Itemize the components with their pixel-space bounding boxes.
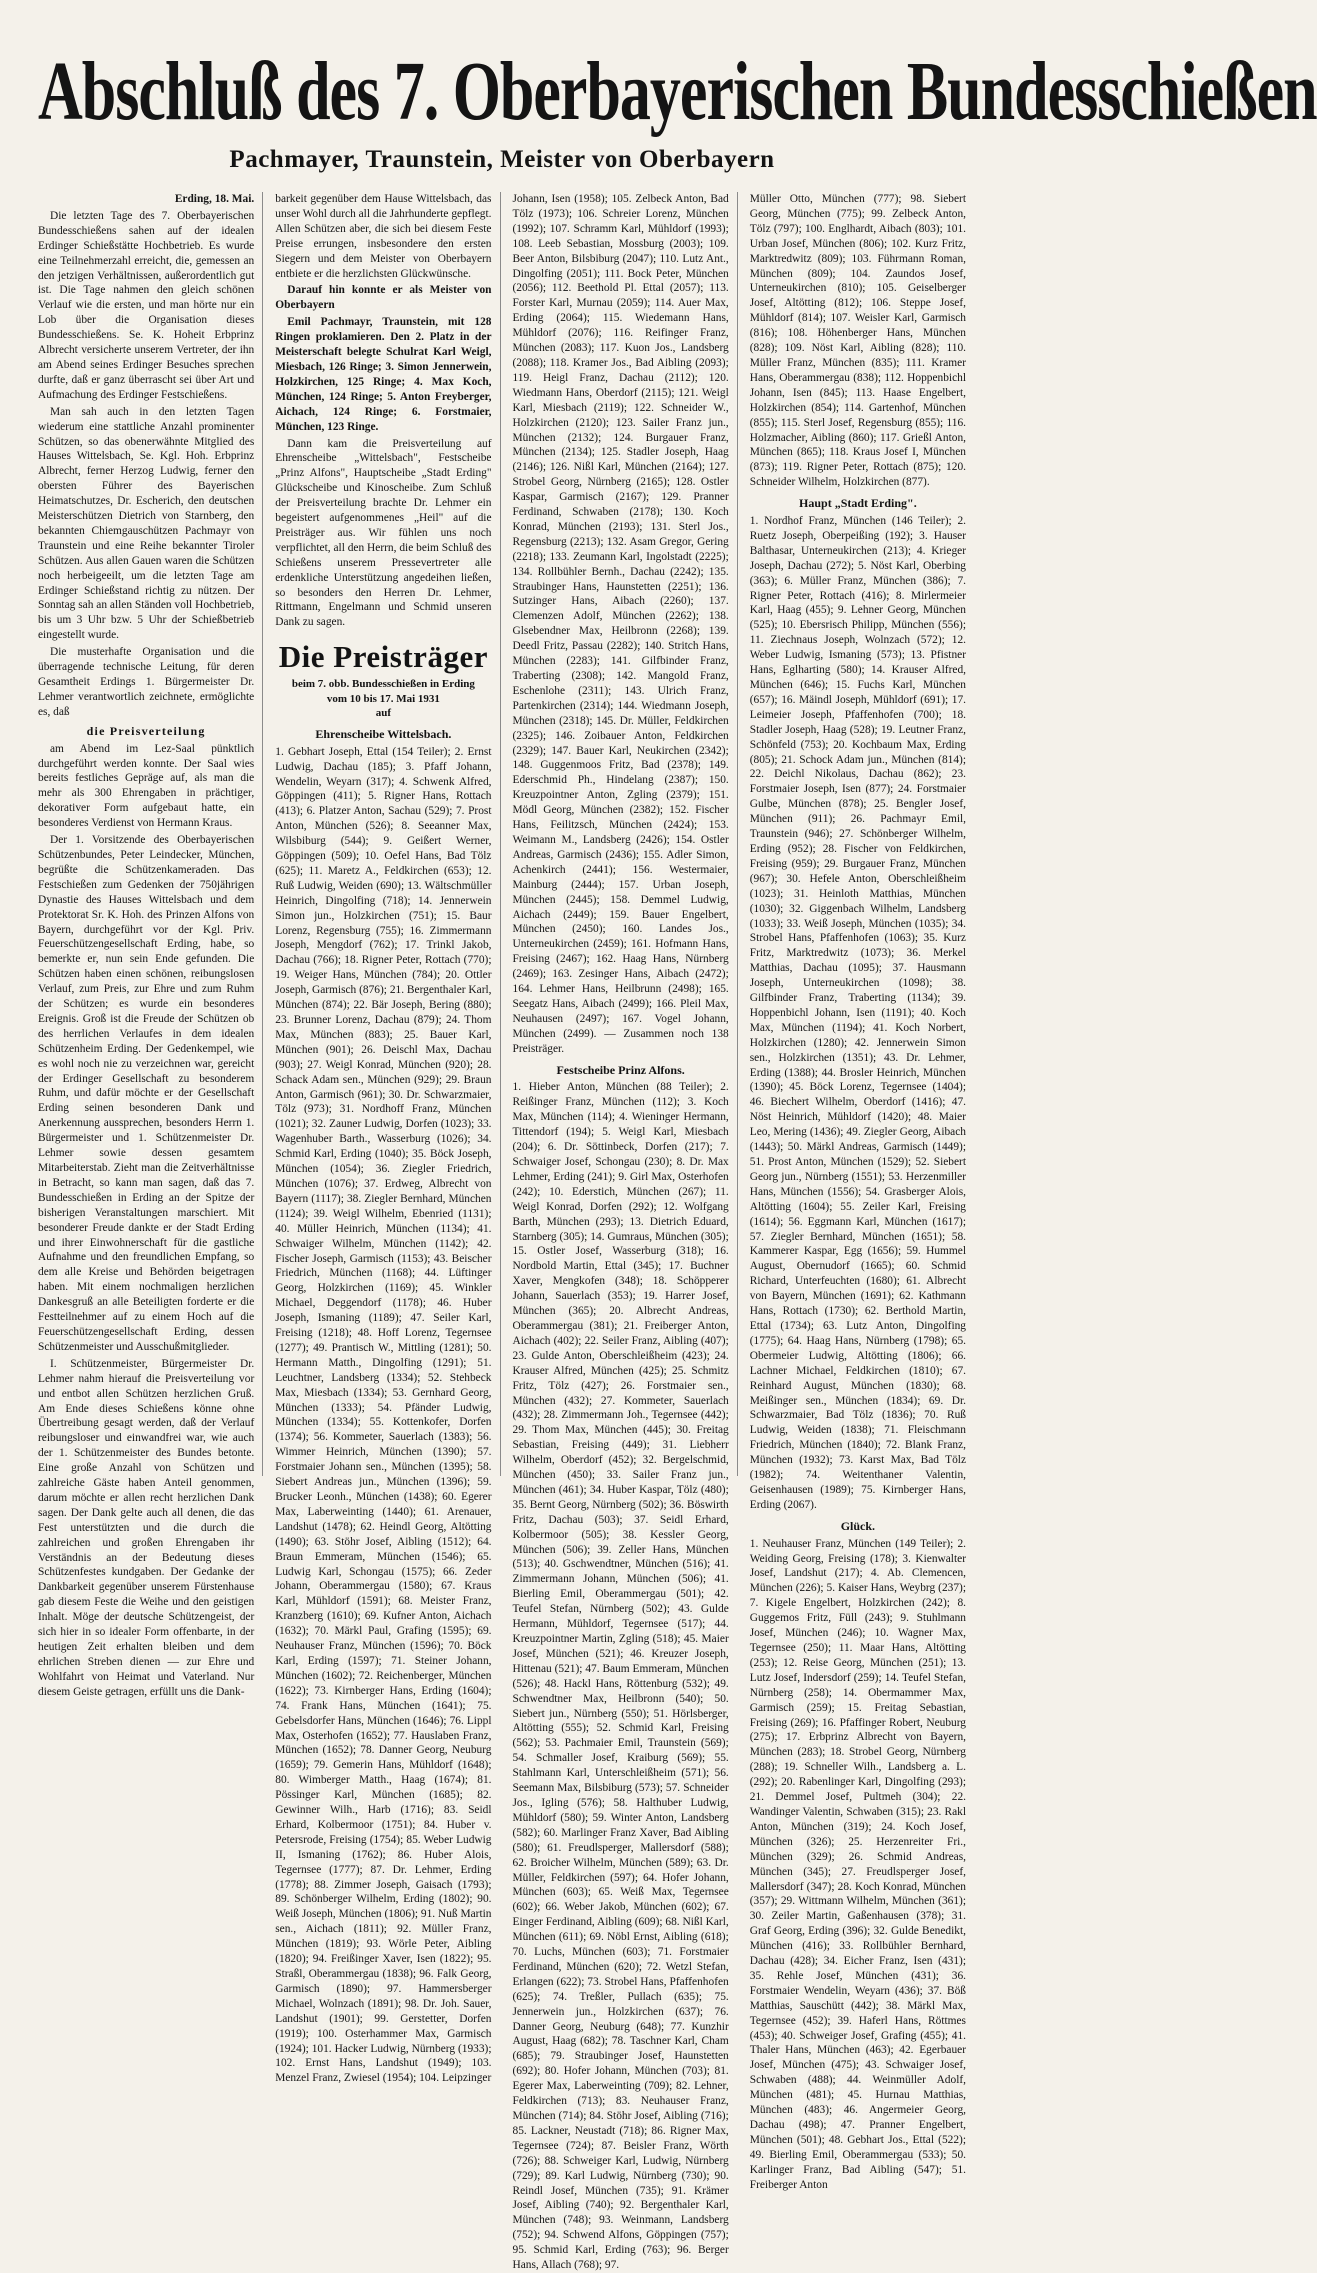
prize-list: 1. Hieber Anton, München (88 Teiler); 2. Reißinger Franz, München (112); 3. Koch Max, München (114); 4. Wieninger Hermann, Tittendorf (194); 5. Weigl Karl, Miesbach (204); 6. Dr. Söttinbeck, Dorfen (217); 7. Schwaiger Josef, Schongau (230); 8. Dr. Max Lehmer, Erding (241); 9. Girl Max, Osterhofen (242); 10. Ederstich, München (267); 11. Weigl Konrad, Dorfen (292); 12. Wolfgang Barth, München (293); 13. Dietrich Eduard, Starnberg (305); 14. Gumraus, München (305); 15. Ostler Josef, Wasserburg (318); 16. Nordbold Martin, Ettal (345); 17. Buchner Xaver, Mengkofen (348); 18. Schöpperer Johann, Sauerlach (353); 19. Harrer Josef, München (365); 20. Albrecht Andreas, Oberammergau (381); 21. Freiberger Anton, Aichach (402); 22. Seiler Franz, Aibling (407); 23. Gulde Anton, Oberschleißheim (423); 24. Krauser Alfred, München (425); 25. Schmitz Fritz, Tölz (427); 26. Forstmaier sen., München (432); 27. Kommeter, Sauerlach (432); 28. Zimmermann Joh., Tegernsee (442); 29. Thom Max, München (445); 30. Freitag Sebastian, Freising (449); 31. Liebherr Wilhelm, Oberdorf (452); 32. Bergelschmid, München (450); 33. Sailer Franz jun., München (461); 34. Huber Kaspar, Tölz (480); 35. Bernt Georg, Nürnberg (502); 36. Böswirth Fritz, Dachau (503); 37. Seidl Erhard, Kolbermoor (505); 38. Kessler Georg, München (506); 39. Zeller Hans, München (513); 40. Gschwendtner, München (516); 41. Zimmermann Johann, München (506); 41. Bierling Emil, Oberammergau (501); 42. Teufel Stefan, Nürnberg (502); 43. Gulde Hermann, Mühldorf, Tegernsee (517); 44. Kreuzpointner Martin, Zgling (518); 45. Maier Josef, München (521); 46. Kreuzer Joseph, Hittenau (521); 47. Baum Emmeram, München (526); 48. Hackl Hans, Röttenburg (532); 49. Schwendtner Max, Heilbronn (540); 50. Siebert jun., Nürnberg (550); 51. Hörlsberger, Altötting (555); 52. Schmid Karl, Freising (562); 53. Pachmaier Emil, Traunstein (569); 54. Schmaller Josef, Kraiburg (569); 55. Stahlmann Karl, Unterschleißheim (571); 56. Seemann Max, Bilsbiburg (573); 57. Schneider Jos., Igling (576); 58. Halthuber Ludwig, Mühldorf (580); 59. Winter Anton, Landsberg (582); 60. Marlinger Franz Xaver, Bad Aibling (580); 61. Freudlsperger, Mallersdorf (588); 62. Broicher Wilhelm, München (589); 63. Dr. Müller, Feldkirchen (597); 64. Hofer Johann, München (603); 65. Weiß Max, Tegernsee (602); 66. Weber Jakob, München (602); 67. Einger Ferdinand, Aibling (609); 68. Nißl Karl, München (611); 69. Nöbl Ernst, Aibling (618); 70. Luchs, München (603); 71. Forstmaier Ferdinand, München (620); 72. Wetzl Stefan, Erlangen (622); 73. Strobel Hans, Pfaffenhofen (625); 74. Treßler, Pullach (635); 75. Jennerwein jun., Holzkirchen (637); 76. Danner Georg, Neuburg (648); 77. Kunzhir August, Haag (682); 78. Taschner Karl, Cham (685); 79. Straubinger Josef, Haunstetten (692); 80. Hofer Johann, München (703); 81. Egerer Max, Laberweinting (709); 82. Lehner, Feldkirchen (713); 83. Neuhauser Franz, München (714); 84. Stöhr Josef, Aibling (716); 85. Lackner, Neustadt (718); 86. Rigner Max, Tegernsee (724); 87. Beisler Franz, Wörth (726); 88. Schweiger Karl, Ludwig, Nürnberg (729); 89. Karl Ludwig, Nürnberg (730); 90. Reindl Josef, München (735); 91. Krämer Josef, Aibling (740); 92. Bergenthaler Karl, München (748); 93. Weinmann, Landsberg (752); 94. Schwend Alfons, Göppingen (757); 95. Schmid Karl, Erding (763); 96. Berger Hans, Allach (768); 97.: [512, 1081, 729, 2272]
article-paragraph: Dann kam die Preisverteilung auf Ehrenscheibe „Wittelsbach", Festscheibe „Prinz Alfons", Hauptscheibe „Stadt Erding" Glückscheibe und Kinoscheibe. Zum Schluß der Preisverteilung brachte Dr. Lehmer ein begeistert aufgenommenes „Heil" auf die Preisträger aus. Wir fühlen uns noch verpflichtet, all den Herrn, die beim Schluß des Schießens unserem Pressevertreter alle erdenkliche Unterstützung angedeihen ließen, so besonders den Herren Dr. Lehmer, Rittmann, Engelmann und Schmid unseren Dank zu sagen.: [275, 437, 492, 629]
article-paragraph: barkeit gegenüber dem Hause Wittelsbach, das unser Wohl durch all die Jahrhunderte gepflegt. Allen Schützen aber, die sich bei diesem Feste Preise errungen, insbesondere den ersten Siegern und dem Meister von Oberbayern entbiete er die herzlichsten Glückwünsche.: [275, 193, 492, 280]
article-paragraph: Die musterhafte Organisation und die überragende technische Leitung, für deren Gesamtheit Erdings 1. Bürgermeister Dr. Lehmer verantwortlich zeichnete, ermöglichte es, daß: [38, 646, 255, 718]
group-heading-glueck: Glück.: [840, 1518, 876, 1533]
column-3: [512, 192, 738, 2272]
article-paragraph: Die letzten Tage des 7. Oberbayerischen Bundesschießens sahen auf der idealen Erdinger Schießstätte Hochbetrieb. Es wurde eine Teilnehmerzahl erreicht, die, gemessen an den jetzigen Verhältnissen, außerordentlich gut ist. Die Tage nahmen den gleich schönen Verlauf wie die ersten, und man hörte nur ein Lob über die Organisation dieses Bundesschießens. Se. K. Hoheit Erbprinz Albrecht versicherte unserem Vertreter, der ihn am Abend seines Erdinger Besuches sprechen durfte, daß er ganz überrascht sei über Art und Aufmachung des Erdinger Festschießens.: [38, 209, 255, 401]
article-paragraph: I. Schützenmeister, Bürgermeister Dr. Lehmer nahm hierauf die Preisverteilung vor und entbot allen Schützen herzlichen Gruß. Am Ende dieses Schießens könne ohne Übertreibung gesagt werden, daß der Verlauf reibungsloser und einwandfrei war, wie auch der 1. Schützenmeister des Bundes betonte. Eine große Anzahl von Schützen und zahlreiche Gäste haben Anteil genommen, darum möchte er allen recht herzlichen Dank sagen. Der Dank gelte auch all denen, die das Fest unterstützten und die durch die zahlreichen und großen Ehrengaben ihr Verständnis an der Bedeutung dieses Schützenfestes kundgaben. Der Gedanke der Dankbarkeit gegenüber unserem Fürstenhause gab diesem Feste die Weihe und den geistigen Inhalt. Möge der deutsche Schützengeist, der sich hier in so idealer Form offenbarte, in der heutigen Zeit erhalten bleiben und dem ehrlichen Streben dienen — zur Ehre und Wohlfahrt von Heimat und Vaterland. Nur diesem Geiste getragen, erfüllt uns die Dank-: [38, 1357, 255, 1698]
prize-list: Johann, Isen (1958); 105. Zelbeck Anton, Bad Tölz (1973); 106. Schreier Lorenz, München (1992); 107. Schramm Karl, Mühldorf (1993); 108. Leeb Sebastian, Mossburg (2003); 109. Beer Anton, Bilsbiburg (2047); 110. Lutz Ant., Dingolfing (2051); 111. Bock Peter, München (2056); 112. Beethold Pl. Ettal (2057); 113. Forster Karl, Murnau (2059); 114. Auer Max, Erding (2064); 115. Wiedemann Hans, Mühldorf (2076); 116. Reifinger Franz, München (2083); 117. Kuon Jos., Landsberg (2088); 118. Kramer Jos., Bad Aibling (2093); 119. Heigl Franz, Dachau (2112); 120. Wiedmann Hans, Oberdorf (2115); 121. Weigl Karl, Miesbach (2119); 122. Schneider W., Holzkirchen (2120); 123. Sailer Franz jun., München (2132); 124. Burgauer Franz, München (2134); 125. Stadler Joseph, Haag (2146); 126. Nißl Karl, München (2164); 127. Strobel Georg, Nürnberg (2165); 128. Ostler Kaspar, Garmisch (2167); 129. Pranner Ferdinand, Schwaben (2178); 130. Koch Konrad, München (2193); 131. Sterl Jos., Regensburg (2213); 132. Asam Gregor, Gering (2218); 133. Zeumann Karl, Ingolstadt (2225); 134. Rollbühler Bernh., Dachau (2242); 135. Straubinger Hans, Haunstetten (2251); 136. Sutzinger Hans, Aibach (2260); 137. Clemenzen Adolf, München (2262); 138. Glsebendner Max, Heilbronn (2268); 139. Deedl Fritz, Passau (2282); 140. Stritch Hans, München (2283); 141. Gilfbinder Franz, Traberting (2308); 142. Mangold Franz, Eschenlohe (2311); 143. Ulrich Franz, Partenkirchen (2314); 144. Wiedmann Joseph, München (2318); 145. Dr. Müller, Feldkirchen (2325); 146. Zoibauer Anton, Feldkirchen (2329); 147. Bauer Karl, Neukirchen (2342); 148. Guggenmoos Fritz, Bad (2378); 149. Ederschmid Ph., Hindelang (2387); 150. Kreuzpointner Anton, Zgling (2379); 151. Mödl Georg, München (2382); 152. Fischer Hans, Feilitzsch, München (2424); 153. Weimann M., Landsberg (2426); 154. Ostler Andreas, Garmisch (2436); 155. Adler Simon, Achenkirch (2441); 156. Westermaier, Mainburg (2444); 157. Urban Joseph, München (2445); 158. Demmel Ludwig, Aichach (2449); 159. Bauer Engelbert, München (2450); 160. Landes Jos., Unterneukirchen (2459); 161. Hofmann Hans, Freising (2467); 162. Haag Hans, Nürnberg (2469); 163. Zesinger Hans, Aibach (2472); 164. Lehmer Hans, Heilbrunn (2498); 165. Seegatz Hans, Aibach (2499); 166. Pleil Max, Neuhausen (2497); 167. Vogel Johann, München (2499). — Zusammen noch 138 Preisträger.: [512, 193, 729, 1055]
headline: Abschluß des 7. Oberbayerischen Bundesschießen: [38, 46, 1317, 139]
article-paragraph: am Abend im Lez-Saal pünktlich durchgeführt werden konnte. Der Saal wies bereits festliches Gepräge auf, als man die mehr als 300 Ehrengaben in prächtiger, dekorativer Form aufgebaut hatte, ein besonderes Verdienst von Hermann Kraus.: [38, 742, 255, 830]
section-subtitle: auf: [375, 707, 392, 720]
section-title-preistraeger: Die Preisträger: [278, 639, 488, 675]
dateline: Erding, 18. Mai.: [174, 193, 255, 205]
group-heading-festscheibe: Festscheibe Prinz Alfons.: [556, 1062, 685, 1077]
prize-list: Müller Otto, München (777); 98. Siebert Georg, München (775); 99. Zelbeck Anton, Tölz (797); 100. Englhardt, Aibach (803); 101. Urban Josef, München (806); 102. Kurz Fritz, Marktredwitz (809); 103. Führmann Roman, München (809); 104. Zaundos Josef, Unterneukirchen (810); 105. Geiselberger Josef, Altötting (812); 106. Steppe Josef, Mühldorf (814); 107. Weisler Karl, Garmisch (816); 108. Höhenberger Hans, München (828); 109. Nöst Karl, Aibling (828); 110. Müller Franz, München (835); 111. Kramer Hans, Oberammergau (838); 112. Hoppenbichl Johann, Isen (845); 113. Haase Engelbert, Holzkirchen (854); 114. Gartenhof, München (855); 115. Sterl Josef, Regensburg (855); 116. Holzmacher, Aibling (860); 117. Grießl Anton, München (865); 118. Kraus Josef I, München (873); 119. Rigner Peter, Rottach (875); 120. Schneider Wilhelm, Holzkirchen (877).: [749, 193, 966, 489]
prize-list: 1. Gebhart Joseph, Ettal (154 Teiler); 2. Ernst Ludwig, Dachau (185); 3. Pfaff Johann, Wendelin, Weyarn (317); 4. Schwenk Alfred, Göppingen (411); 5. Rigner Hans, Rottach (413); 6. Platzer Anton, Sachau (529); 7. Prost Anton, München (526); 8. Seeanner Max, Wilsbiburg (544); 9. Geißert Werner, Göppingen (509); 10. Oefel Hans, Bad Tölz (625); 11. Maretz A., Feldkirchen (653); 12. Ruß Ludwig, Weiden (690); 13. Wältschmüller Heinrich, Dingolfing (718); 14. Jennerwein Simon jun., Holzkirchen (751); 15. Baur Lorenz, Regensburg (755); 16. Zimmermann Joseph, Mengdorf (762); 17. Trinkl Jakob, Dachau (766); 18. Rigner Peter, Rottach (770); 19. Weiger Hans, München (784); 20. Ottler Joseph, Garmisch (876); 21. Bergenthaler Karl, München (874); 22. Bär Joseph, Bering (880); 23. Brunner Lorenz, Dachau (879); 24. Thom Max, München (883); 25. Bauer Karl, München (901); 26. Deischl Max, Dachau (903); 27. Weigl Konrad, München (920); 28. Schack Adam sen., München (929); 29. Braun Anton, Garmisch (961); 30. Dr. Schwarzmaier, Tölz (973); 31. Nordhoff Franz, München (1021); 32. Zauner Ludwig, Dorfen (1023); 33. Wagenhuber Barth., Wasserburg (1026); 34. Schmid Karl, Erding (1040); 35. Böck Joseph, München (1054); 36. Ziegler Friedrich, München (1076); 37. Erdweg, Albrecht von Bayern (1117); 38. Ziegler Bernhard, München (1124); 39. Weigl Wilhelm, Ebenried (1131); 40. Müller Heinrich, München (1134); 41. Schwaiger Wilhelm, München (1142); 42. Fischer Joseph, Garmisch (1153); 43. Beischer Friedrich, München (1168); 44. Lüftinger Georg, Holzkirchen (1169); 45. Winkler Michael, Deggendorf (1178); 46. Huber Joseph, Ismaning (1189); 47. Seiler Karl, Freising (1218); 48. Hoff Lorenz, Tegernsee (1277); 49. Prantisch W., Mittling (1281); 50. Hermann Matth., Dingolfing (1291); 51. Leuchtner, Landsberg (1334); 52. Stehbeck Max, Miesbach (1334); 53. Gernhard Georg, München (1333); 54. Pfänder Ludwig, München (1334); 55. Kottenkofer, Dorfen (1374); 56. Kommeter, Sauerlach (1383); 56. Wimmer Heinrich, München (1390); 57. Forstmaier Johann sen., München (1395); 58. Siebert Andreas jun., München (1396); 59. Brucker Leonh., München (1438); 60. Egerer Max, Laberweinting (1440); 61. Arenauer, Landshut (1478); 62. Heindl Georg, Altötting (1490); 63. Stöhr Josef, Aibling (1512); 64. Braun Emmeram, München (1546); 65. Ludwig Karl, Schongau (1575); 66. Zeder Johann, Oberammergau (1580); 67. Kraus Karl, Mühldorf (1591); 68. Meister Franz, Kranzberg (1610); 69. Kufner Anton, Aichach (1632); 70. Märkl Paul, Grafing (1595); 69. Neuhauser Franz, München (1596); 70. Böck Karl, Erding (1597); 71. Steiner Johann, München (1602); 72. Reichenberger, München (1622); 73. Kirnberger Hans, Erding (1604); 74. Frank Hans, München (1641); 75. Gebelsdorfer Hans, München (1646); 76. Lippl Max, Osterhofen (1652); 77. Hauslaben Franz, München (1652); 78. Danner Georg, Neuburg (1659); 79. Gemerin Hans, Mühldorf (1648); 80. Wimberger Matth., Haag (1674); 81. Pössinger Karl, München (1685); 82. Gewinner Wilh., Harb (1716); 83. Seidl Erhard, Kolbermoor (1751); 84. Huber v. Petersrode, Freising (1754); 85. Weber Ludwig II, Ismaning (1762); 86. Huber Alois, Tegernsee (1777); 87. Dr. Lehmer, Erding (1778); 88. Zimmer Joseph, Gaisach (1793); 89. Schönberger Wilhelm, Erding (1802); 90. Weiß Joseph, München (1806); 91. Nuß Martin sen., Aichach (1811); 92. Müller Franz, München (1819); 93. Wörle Peter, Aibling (1820); 94. Freißinger Xaver, Isen (1822); 95. Straßl, Oberammergau (1838); 96. Falk Georg, Garmisch (1890); 97. Hammersberger Michael, Wolnzach (1891); 98. Dr. Joh. Sauer, Landshut (1901); 99. Gerstetter, Dorfen (1919); 100. Osterhammer Max, Garmisch (1924); 101. Hacker Ludwig, Nürnberg (1933); 102. Ernst Hans, Landshut (1949); 103. Menzel Franz, Zwiesel (1954); 104. Leipzinger: [275, 745, 492, 2085]
section-subtitle: beim 7. obb. Bundesschießen in Erding: [291, 678, 475, 691]
article-paragraph: Der 1. Vorsitzende des Oberbayerischen Schützenbundes, Peter Leindecker, München, begrüßte die Schützenkameraden. Das Festschießen zum Gedenken der 750jährigen Dynastie des Hauses Wittelsbach und dem Protektorat Sr. K. Hoh. des Prinzen Alfons von Bayern, durchgeführt vor der Kgl. Priv. Feuerschützengesellschaft Erding, habe, so bemerkte er, nun sein Ende gefunden. Die Schützen haben einen schönen, reibungslosen Verlauf, zum Preis, zur Ehre und zum Ruhm der Schützen; es wurde ein besonderes Ereignis. Groß ist die Freude der Schützen ob des herrlichen Verlaufes in dem idealen Schützenheim Erding. Der Gedenkempel, wie es wohl noch nie zu verzeichnen war, gereicht der Erdinger Gesellschaft zu besonderem Ruhm, und dafür möchte er der Gesellschaft Erding seinen besonderen Dank und Anerkennung aussprechen, besonders Herrn 1. Bürgermeister und 1. Schützenmeister Dr. Lehmer sowie dessen gesamtem Mitarbeiterstab. Zieht man die Zeitverhältnisse in Betracht, so kann man sagen, daß das 7. Bundesschießen in Erding an der Spitze der bisherigen Veranstaltungen marschiert. Mit besonderer Freude dankte er der Stadt Erding und ihrer Einwohnerschaft für die gastliche Aufnahme und den freundlichen Empfang, so dem alle Kreise und Behörden beigetragen haben. Mit einem nochmaligen herzlichen Dankesgruß an alle Beteiligten forderte er die Festteilnehmer auf zu einem Hoch auf die Feuerschützengesellschaft Erding, dessen Schützenmeister und Ausschußmitglieder.: [38, 834, 255, 1353]
column-4: [749, 192, 966, 2191]
prize-list: 1. Neuhauser Franz, München (149 Teiler); 2. Weiding Georg, Freising (178); 3. Kienwalter Josef, Landshut (217); 4. Ab. Clemencen, München (226); 5. Kaiser Hans, Weybrg (237); 7. Kigele Engelbert, Holzkirchen (242); 8. Guggemos Fritz, Füll (243); 9. Stuhlmann Josef, München (246); 10. Wagner Max, Tegernsee (250); 11. Maar Hans, Altötting (253); 12. Reise Georg, München (251); 13. Lutz Josef, Indersdorf (259); 14. Teufel Stefan, Nürnberg (258); 14. Obermammer Max, Garmisch (259); 15. Freitag Sebastian, Freising (269); 16. Pfaffinger Robert, Neuburg (275); 17. Erbprinz Albrecht von Bayern, München (283); 18. Strobel Georg, Nürnberg (288); 19. Schneller Wilh., Landsberg a. L. (292); 20. Rabenlinger Karl, Dingolfing (293); 21. Demmel Josef, Pultmeh (304); 22. Wandinger Valentin, Schwaben (315); 23. Rakl Anton, München (319); 24. Koch Josef, München (326); 25. Herzenreiter Fri., München (329); 26. Schmid Andreas, München (345); 27. Freudlsperger Josef, Mallersdorf (347); 28. Koch Konrad, München (357); 29. Wittmann Wilhelm, München (361); 30. Zeiler Martin, Gaßenhausen (378); 31. Graf Georg, Erding (396); 32. Gulde Benedikt, München (416); 33. Rollbühler Bernhard, Dachau (428); 34. Eicher Franz, Isen (431); 35. Rehle Josef, München (431); 36. Forstmaier Wendelin, Weyarn (436); 37. Böß Matthias, Sauschütt (442); 38. Märkl Max, Tegernsee (452); 39. Haferl Hans, Röttmes (453); 40. Schweiger Josef, Grafing (455); 41. Thaler Hans, München (463); 42. Egerbauer Josef, München (475); 43. Schwaiger Josef, Schwaben (488); 44. Weinmüller Adolf, München (481); 45. Hurnau Matthias, München (483); 46. Angermeier Georg, Dachau (498); 47. Pranner Engelbert, München (501); 48. Gebhart Jos., Ettal (522); 49. Bierling Emil, Oberammergau (533); 50. Karlinger Franz, Bad Aibling (547); 51. Freiberger Anton: [749, 1537, 966, 2191]
group-heading-ehrenscheibe: Ehrenscheibe Wittelsbach.: [315, 726, 452, 741]
subheadline: Pachmayer, Traunstein, Meister von Oberbayern: [229, 146, 775, 173]
group-heading-hauptscheibe: Haupt „Stadt Erding".: [799, 496, 917, 511]
section-heading-preisverteilung: die Preisverteilung: [86, 723, 206, 738]
column-1: [38, 192, 263, 1698]
prize-list: 1. Nordhof Franz, München (146 Teiler); 2. Ruetz Joseph, Oberpeißing (192); 3. Hauser Balthasar, Unterneukirchen (213); 4. Krieger Joseph, Dachau (272); 5. Nöst Karl, Oberbing (363); 6. Müller Franz, München (386); 7. Rigner Peter, Rottach (416); 8. Mirlermeier Karl, Haag (455); 9. Lehner Georg, München (525); 10. Ebersrisch Philipp, München (556); 11. Ziechnaus Joseph, Wolnzach (572); 12. Weber Ludwig, Ismaning (573); 13. Pfistner Hans, Eglharting (580); 14. Krauser Alfred, München (646); 15. Fuchs Karl, München (657); 16. Mäindl Joseph, Mühldorf (691); 17. Leimeier Joseph, Pfaffenhofen (700); 18. Stadler Joseph, Haag (528); 19. Leutner Franz, Schönfeld (753); 20. Kochbaum Max, Erding (805); 21. Schock Adam jun., München (814); 22. Deichl Nikolaus, Dachau (862); 23. Forstmaier Joseph, Isen (877); 24. Forstmaier Gulbe, München (878); 25. Bengler Josef, München (911); 26. Pachmayr Emil, Traunstein (946); 27. Schönberger Wilhelm, Erding (952); 28. Fischer von Feldkirchen, Freising (959); 29. Burgauer Franz, München (967); 30. Hefele Anton, Oberschleißheim (1023); 31. Heinloth Matthias, München (1030); 32. Giggenbach Wilhelm, Landsberg (1033); 33. Weiß Joseph, München (1035); 34. Strobel Hans, Pfaffenhofen (1063); 35. Kurz Fritz, Marktredwitz (1073); 36. Merkel Matthias, Dachau (1095); 37. Hausmann Joseph, Unterneukirchen (1098); 38. Gilfbinder Franz, Traberting (1134); 39. Hoppenbichl Johann, Isen (1191); 40. Koch Max, München (1194); 41. Koch Norbert, Holzkirchen (1280); 42. Jennerwein Simon sen., Holzkirchen (1351); 43. Dr. Lehmer, Erding (1388); 44. Brosler Heinrich, München (1390); 45. Böck Lorenz, Tegernsee (1404); 46. Biechert Wilhelm, Oberdorf (1416); 47. Nöst Heinrich, Mühldorf (1420); 48. Maier Leo, Mering (1436); 49. Ziegler Georg, Aibach (1443); 50. Märkl Andreas, Garmisch (1449); 51. Prost Anton, München (1529); 52. Siebert Georg jun., Nürnberg (1551); 53. Herzenmiller Hans, München (1556); 54. Grasberger Alois, Altötting (1604); 55. Zeiler Karl, Freising (1614); 56. Eggmann Karl, München (1617); 57. Ziegler Bernhard, München (1651); 58. Kammerer Kaspar, Egg (1656); 59. Hummel August, Obernudorf (1665); 60. Schmid Richard, Unterfeuchten (1680); 61. Albrecht von Bayern, München (1691); 62. Kathmann Hans, Rottach (1730); 62. Berthold Martin, Ettal (1734); 63. Lutz Anton, Dingolfing (1775); 64. Haag Hans, Nürnberg (1798); 65. Obermeier Ludwig, Altötting (1806); 66. Lachner Michael, Feldkirchen (1810); 67. Reinhard August, München (1830); 68. Meißinger sen., München (1834); 69. Dr. Schwarzmaier, Bad Tölz (1836); 70. Ruß Ludwig, Weiden (1838); 71. Fleischmann Friedrich, München (1840); 72. Blank Franz, München (1932); 73. Karst Max, Bad Tölz (1982); 74. Weitenthaner Valentin, Geisenhausen (1989); 75. Kirnberger Hans, Erding (2067).: [749, 515, 966, 1511]
section-subtitle: vom 10 bis 17. Mai 1931: [326, 692, 440, 705]
column-2: [275, 192, 500, 2085]
article-columns: [38, 192, 966, 2272]
meister-results: Emil Pachmayr, Traunstein, mit 128 Ringen proklamieren. Den 2. Platz in der Meisterschaft belegte Schulrat Karl Weigl, Miesbach, 126 Ringe; 3. Simon Jennerwein, Holzkirchen, 125 Ringe; 4. Max Koch, München, 124 Ringe; 5. Anton Freyberger, Aichach, 124 Ringe; 6. Forstmaier, München, 123 Ringe.: [275, 316, 492, 433]
article-paragraph: Man sah auch in den letzten Tagen wiederum eine stattliche Anzahl prominenter Schützen, so das obenerwähnte Mitglied des Hauses Wittelsbach, Se. Kgl. Hoh. Erbprinz Albrecht, ferner Herzog Ludwig, ferner den obersten Führer des Bayerischen Heimatschutzes, Dr. Escherich, den deutschen Meisterschützen Dietrich von Starnberg, den bekannten Chiemgauschützen Pachmayr von Traunstein und eine Reihe bekannter Tiroler Schützen. Aus allen Gauen waren die Schützen noch herbeigeeilt, um die letzten Tage am Erdinger Schießstand richtig zu nützen. Der Sonntag sah an allen Ständen voll Hochbetrieb, bis um 3 Uhr bzw. 5 Uhr der Schießbetrieb eingestellt wurde.: [38, 405, 255, 642]
article-paragraph: Darauf hin konnte er als Meister von Oberbayern: [275, 284, 492, 312]
